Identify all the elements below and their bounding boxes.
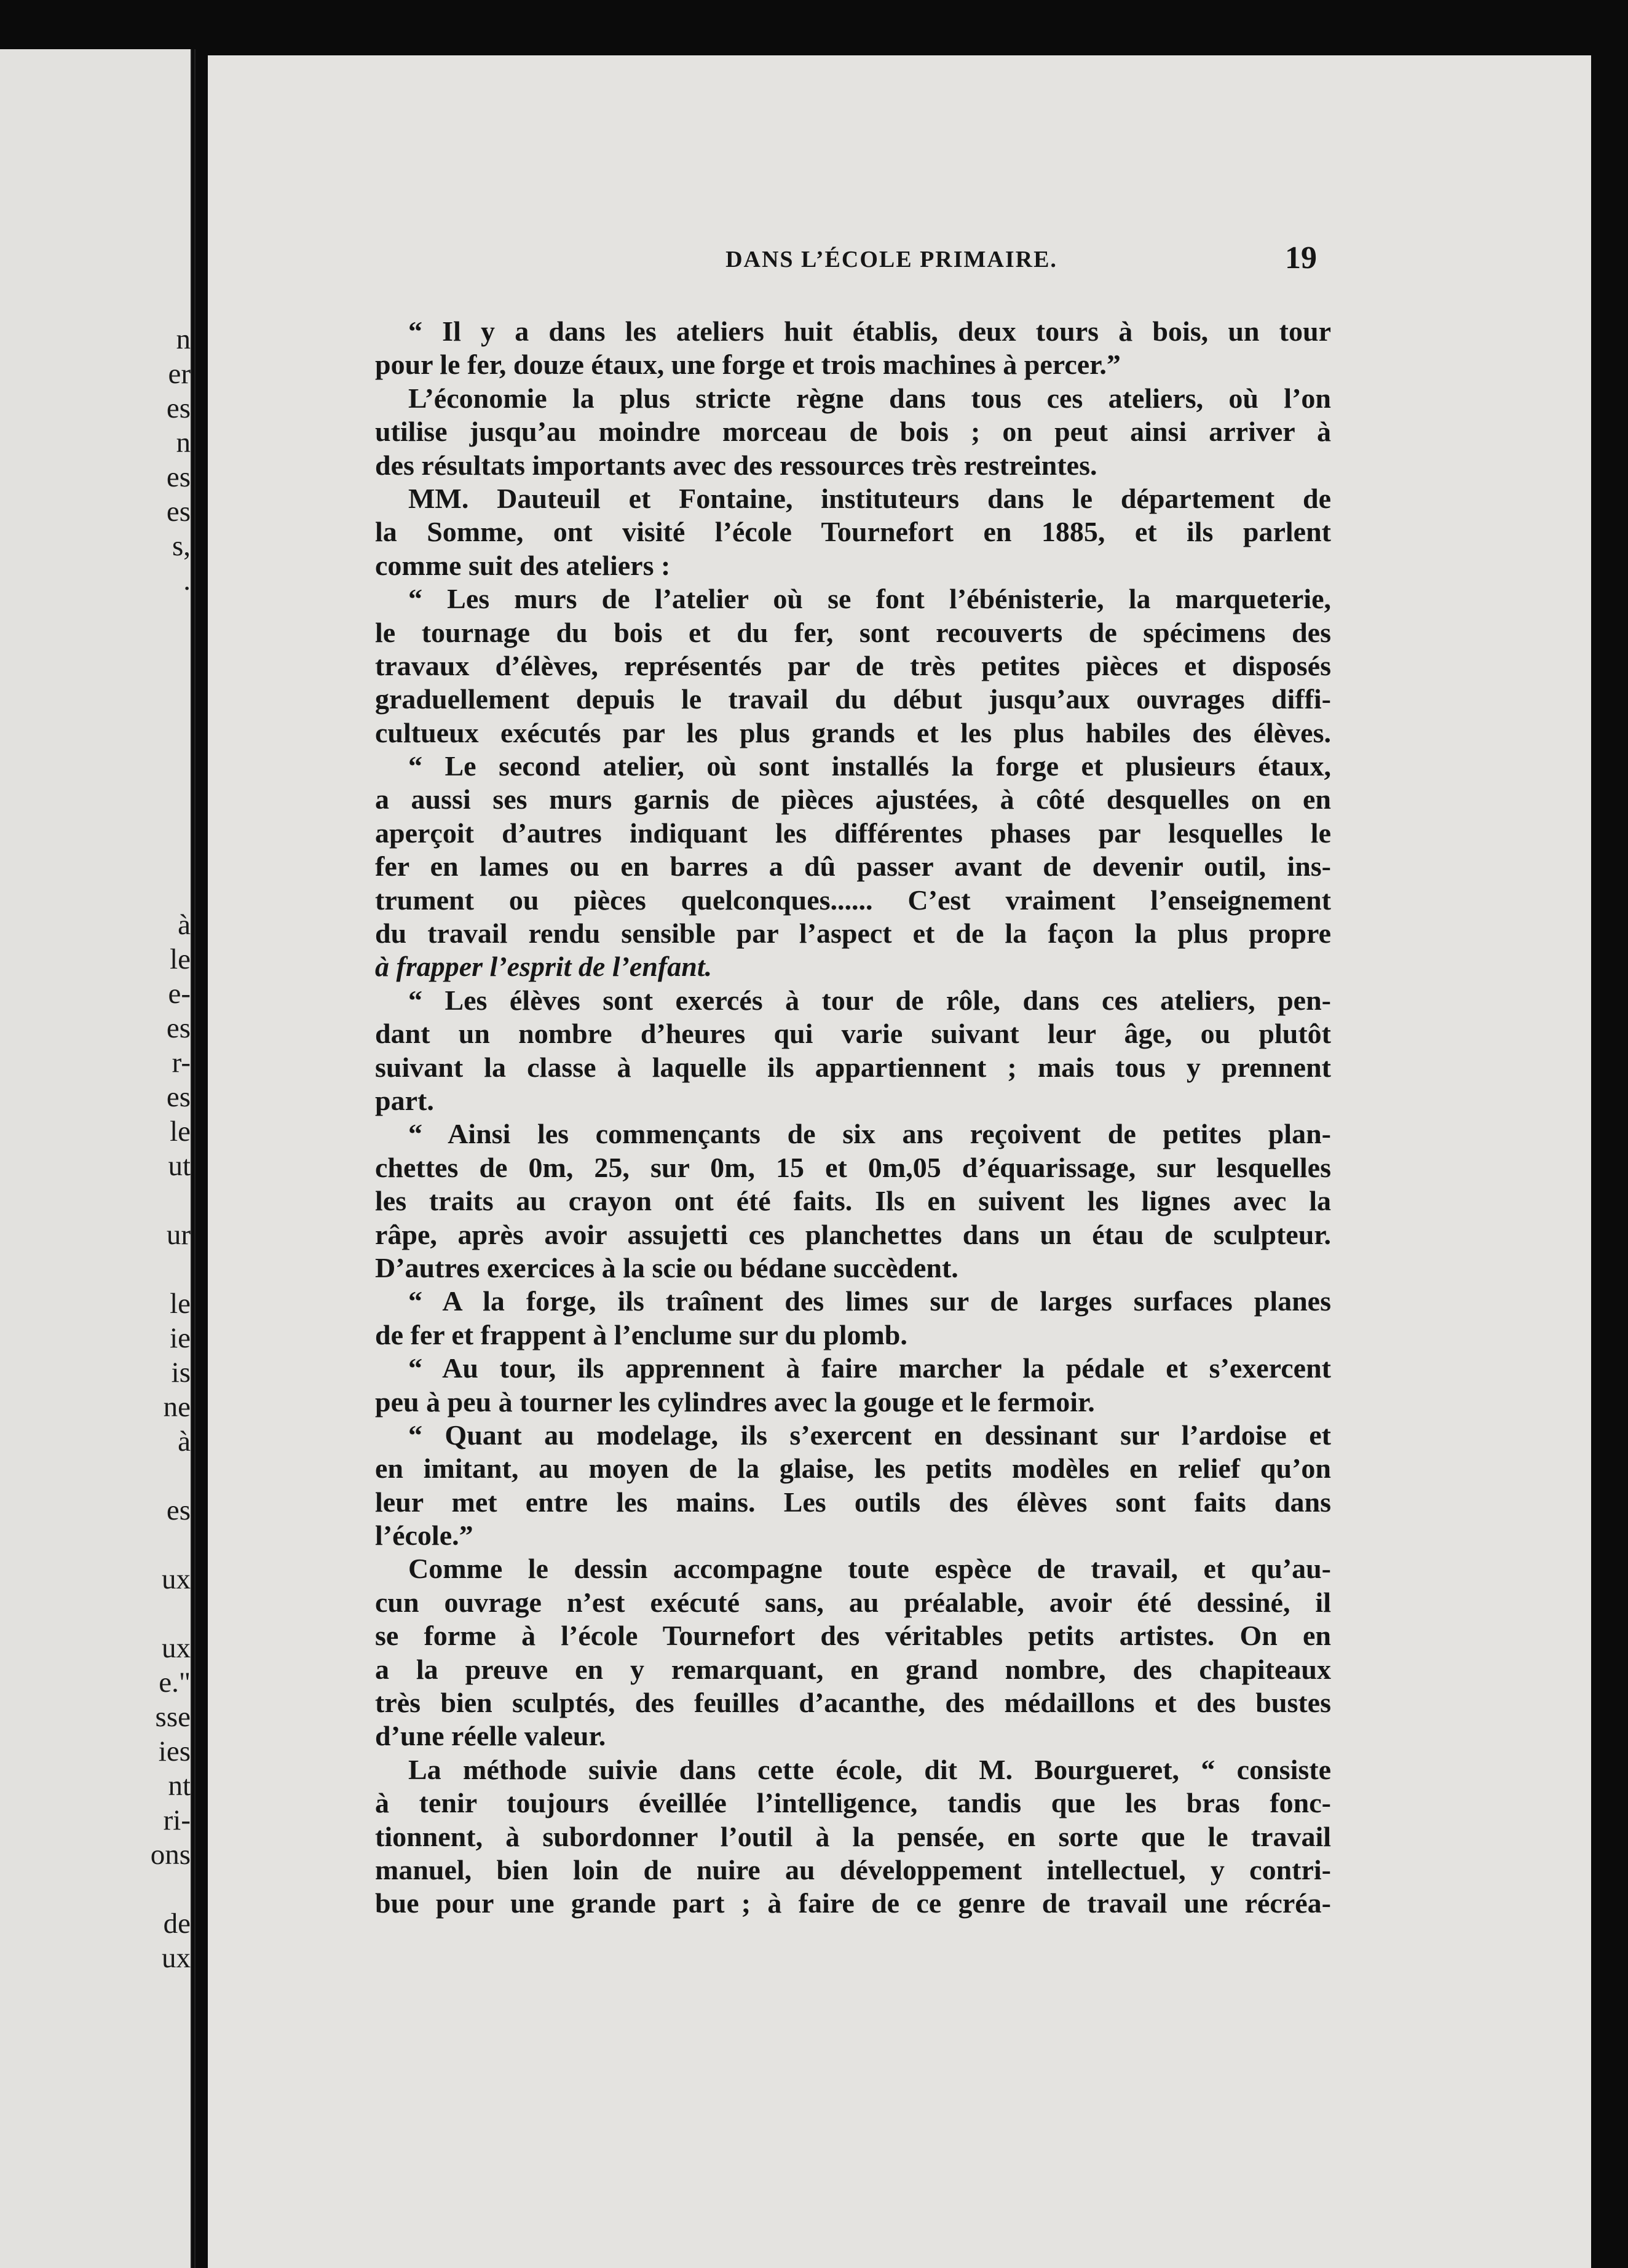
facing-page-edge	[0, 49, 196, 2268]
text-line: part.	[375, 1084, 434, 1116]
facing-page-fragment: le	[170, 943, 191, 975]
text-line: a la preuve en y remarquant, en grand nombre, des chapiteaux	[375, 1653, 1331, 1685]
text-line: a aussi ses murs garnis de pièces ajustées, à côté desquelles on en	[375, 783, 1331, 815]
facing-page-fragment: n	[176, 427, 191, 459]
facing-page-fragment: es	[166, 1494, 191, 1526]
facing-page-fragment: e."	[159, 1667, 191, 1699]
text-line: MM. Dauteuil et Fontaine, instituteurs dans le département de	[408, 482, 1331, 514]
facing-page-fragment: de	[163, 1908, 191, 1940]
text-line: chettes de 0m, 25, sur 0m, 15 et 0m,05 d’équarissage, sur lesquelles	[375, 1151, 1331, 1183]
text-line: “ Les élèves sont exercés à tour de rôle, dans ces ateliers, pen-	[408, 984, 1331, 1016]
facing-page-fragment: ux	[162, 1942, 191, 1974]
facing-page-fragment	[122, 1183, 196, 1218]
facing-page-fragment: ons	[150, 1839, 191, 1871]
text-line: des résultats importants avec des ressources très restreintes.	[375, 449, 1097, 481]
facing-page-fragment: le	[170, 1116, 191, 1148]
text-line: tionnent, à subordonner l’outil à la pensée, en sorte que le travail	[375, 1820, 1331, 1852]
text-line: utilise jusqu’au moindre morceau de bois ; on peut ainsi arriver à	[375, 416, 1331, 448]
facing-page-fragment	[122, 1528, 196, 1562]
text-line: “ Les murs de l’atelier où se font l’ébénisterie, la marqueterie,	[408, 583, 1331, 615]
facing-page-fragment: le	[170, 1288, 191, 1320]
text-line: la Somme, ont visité l’école Tournefort en 1885, et ils parlent	[375, 516, 1331, 548]
body-text	[375, 315, 1331, 1921]
facing-page-fragment: ne	[163, 1391, 191, 1423]
text-line: dant un nombre d’heures qui varie suivant leur âge, ou plutôt	[375, 1018, 1331, 1050]
facing-page-fragment: es	[166, 496, 191, 528]
text-line: travaux d’élèves, représentés par de très petites pièces et disposés	[375, 649, 1331, 681]
text-line: comme suit des ateliers :	[375, 549, 671, 581]
text-line: peu à peu à tourner les cylindres avec la gouge et le fermoir.	[375, 1386, 1095, 1418]
text-line: “ A la forge, ils traînent des limes sur de larges surfaces planes	[408, 1285, 1331, 1317]
text-line: se forme à l’école Tournefort des véritables petits artistes. On en	[375, 1620, 1331, 1652]
facing-page-fragment: er	[168, 358, 191, 390]
text-line: pour le fer, douze étaux, une forge et trois machines à percer.”	[375, 349, 1121, 381]
facing-page-fragment: ut	[168, 1150, 191, 1182]
facing-page-fragment	[122, 701, 196, 736]
text-line: “ Il y a dans les ateliers huit établis, deux tours à bois, un tour	[408, 315, 1331, 347]
facing-page-fragment	[122, 598, 196, 632]
facing-page-fragment: ie	[170, 1322, 191, 1354]
text-line: le tournage du bois et du fer, sont recouverts de spécimens des	[375, 616, 1331, 648]
text-line: La méthode suivie dans cette école, dit M. Bourgueret, “ consiste	[408, 1753, 1331, 1785]
binding-gutter	[191, 49, 196, 2268]
facing-page-fragment: ri-	[163, 1804, 191, 1836]
facing-page-fragment	[122, 1872, 196, 1906]
facing-page-fragment: ur	[166, 1219, 191, 1251]
facing-page-text-fragments	[122, 322, 196, 1975]
page-edge-shadow	[1591, 55, 1628, 2268]
text-line: de fer et frappent à l’enclume sur du plomb.	[375, 1318, 907, 1350]
facing-page-fragment	[122, 632, 196, 667]
text-line: cultueux exécutés par les plus grands et les plus habiles des élèves.	[375, 716, 1331, 748]
text-line: l’école.”	[375, 1520, 473, 1552]
text-line: à tenir toujours éveillée l’intelligence, tandis que les bras fonc-	[375, 1787, 1331, 1819]
text-line: manuel, bien loin de nuire au développement intellectuel, y contri-	[375, 1854, 1331, 1885]
text-line: fer en lames ou en barres a dû passer avant de devenir outil, ins-	[375, 850, 1331, 882]
facing-page-fragment: nt	[168, 1770, 191, 1802]
facing-page-fragment: ux	[162, 1632, 191, 1664]
facing-page-fragment: à	[178, 909, 191, 941]
text-line: “ Le second atelier, où sont installés la forge et plusieurs étaux,	[408, 750, 1331, 782]
facing-page-fragment: e-	[168, 978, 191, 1010]
facing-page-fragment: es	[166, 392, 191, 424]
text-line: à frapper l’esprit de l’enfant.	[375, 951, 713, 983]
text-line: Comme le dessin accompagne toute espèce de travail, et qu’au-	[408, 1553, 1331, 1585]
facing-page-fragment	[122, 1596, 196, 1631]
facing-page-fragment	[122, 804, 196, 839]
facing-page-fragment: es	[166, 1081, 191, 1113]
facing-page-fragment: à	[178, 1425, 191, 1457]
text-line: bue pour une grande part ; à faire de ce genre de travail une récréa-	[375, 1887, 1331, 1919]
facing-page-fragment: n	[176, 323, 191, 355]
text-line: “ Quant au modelage, ils s’exercent en dessinant sur l’ardoise et	[408, 1419, 1331, 1451]
facing-page-fragment	[122, 839, 196, 873]
text-line: très bien sculptés, des feuilles d’acanthe, des médaillons et des bustes	[375, 1687, 1331, 1719]
text-line: leur met entre les mains. Les outils des élèves sont faits dans	[375, 1486, 1331, 1518]
text-line: du travail rendu sensible par l’aspect et de la façon la plus propre	[375, 918, 1331, 950]
text-line: en imitant, au moyen de la glaise, les petits modèles en relief qu’on	[375, 1453, 1331, 1485]
facing-page-fragment: .	[183, 565, 191, 597]
facing-page-fragment	[122, 736, 196, 770]
text-line: D’autres exercices à la scie ou bédane succèdent.	[375, 1251, 958, 1283]
running-title: DANS L’ÉCOLE PRIMAIRE.	[725, 247, 1057, 272]
text-line: “ Au tour, ils apprennent à faire marcher la pédale et s’exercent	[408, 1352, 1331, 1384]
text-line: L’économie la plus stricte règne dans tous ces ateliers, où l’on	[408, 382, 1331, 414]
page-number: 19	[1285, 240, 1317, 276]
facing-page-fragment	[122, 873, 196, 908]
text-line: les traits au crayon ont été faits. Ils en suivent les lignes avec la	[375, 1185, 1331, 1217]
facing-page-fragment	[122, 1252, 196, 1287]
text-line: suivant la classe à laquelle ils appartiennent ; mais tous y prennent	[375, 1051, 1331, 1083]
text-line: “ Ainsi les commençants de six ans reçoivent de petites plan-	[408, 1118, 1331, 1150]
text-line: d’une réelle valeur.	[375, 1720, 606, 1752]
facing-page-fragment	[122, 770, 196, 804]
text-line: aperçoit d’autres indiquant les différentes phases par lesquelles le	[375, 817, 1331, 849]
text-line: trument ou pièces quelconques...... C’est vraiment l’enseignement	[375, 884, 1331, 916]
facing-page-fragment: s,	[172, 530, 191, 562]
facing-page-fragment: r-	[172, 1047, 191, 1079]
facing-page-fragment	[122, 1459, 196, 1493]
facing-page-fragment: es	[166, 1012, 191, 1044]
facing-page-fragment: ies	[158, 1735, 191, 1767]
facing-page-fragment: is	[171, 1357, 191, 1389]
facing-page-fragment	[122, 667, 196, 701]
text-line: graduellement depuis le travail du début jusqu’aux ouvrages diffi-	[375, 683, 1331, 715]
binding-gap	[196, 49, 208, 2268]
facing-page-fragment: sse	[155, 1701, 191, 1733]
text-line: râpe, après avoir assujetti ces planchettes dans un étau de sculpteur.	[375, 1218, 1331, 1250]
text-line: cun ouvrage n’est exécuté sans, au préalable, avoir été dessiné, il	[375, 1586, 1331, 1618]
facing-page-fragment: es	[166, 461, 191, 493]
facing-page-fragment: ux	[162, 1563, 191, 1595]
